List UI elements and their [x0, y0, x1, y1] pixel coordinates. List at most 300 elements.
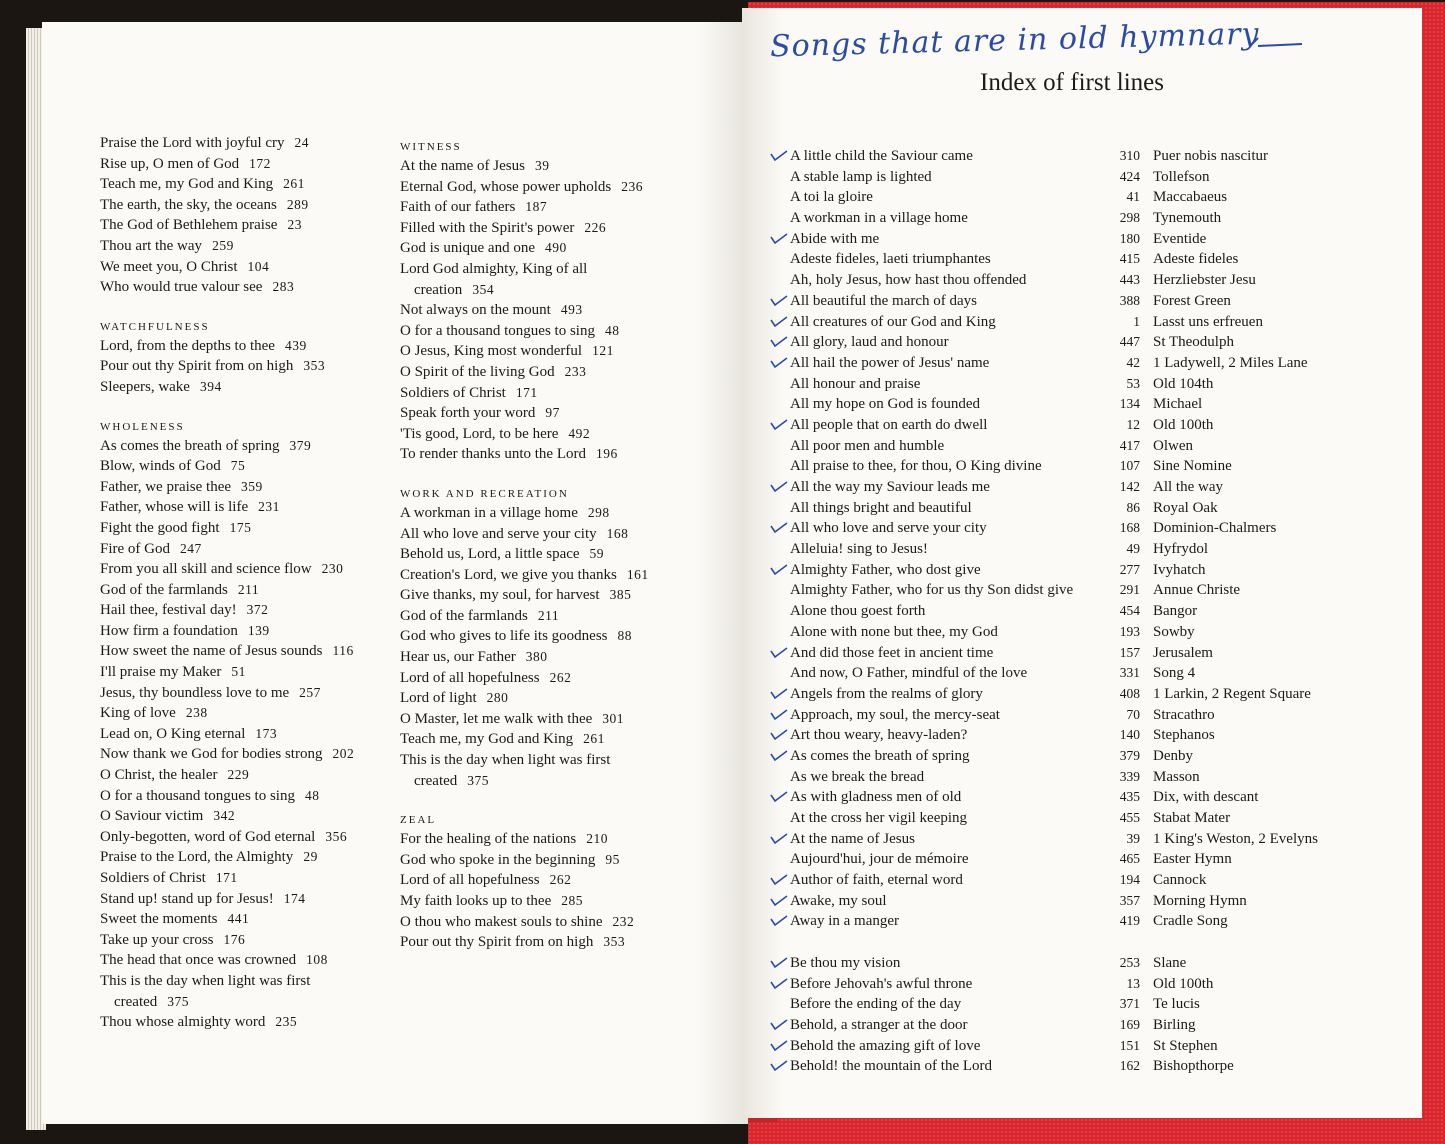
index-entry-first-line: Away in a manger — [790, 911, 1073, 932]
index-entry-first-line: All beautiful the march of days — [790, 291, 1073, 312]
hymn-title: Behold us, Lord, a little space — [400, 546, 580, 563]
hymn-title: This is the day when light was first — [100, 972, 311, 989]
hymn-entry — [100, 195, 354, 216]
hymn-title: Teach me, my God and King — [100, 176, 274, 193]
hymn-number: 283 — [272, 279, 295, 295]
index-entry-first-line: Angels from the realms of glory — [790, 684, 1073, 705]
index-entry-number: 39 — [1126, 830, 1140, 846]
hymn-number: 280 — [486, 690, 509, 706]
hymn-number: 356 — [325, 828, 348, 844]
index-entry-first-line: A toi la gloire — [790, 189, 873, 206]
hymn-entry — [100, 1012, 354, 1033]
index-entry-first-line: A workman in a village home — [790, 210, 968, 227]
hymn-number: 211 — [237, 581, 260, 597]
hymn-title: O Jesus, King most wonderful — [400, 343, 583, 360]
hymn-number: 171 — [215, 870, 238, 885]
hymn-number: 172 — [249, 155, 271, 171]
hymn-title: Fight the good fight — [100, 519, 220, 536]
hymn-entry-continuation — [400, 771, 649, 792]
hymn-title: Teach me, my God and King — [400, 731, 574, 748]
hymn-title: O for a thousand tongues to sing — [400, 322, 595, 339]
hymn-title: Rise up, O men of God — [100, 155, 240, 172]
index-entry-number: 310 — [1119, 148, 1140, 163]
hymn-entry — [100, 889, 354, 910]
handwritten-checkmark-icon — [770, 645, 788, 659]
index-entry-number: 140 — [1119, 727, 1140, 743]
index-entry-tune: Herzliebster Jesu — [1153, 272, 1256, 289]
index-entry-first-line: All people that on earth do dwell — [790, 415, 1073, 436]
hymn-entry — [400, 383, 649, 404]
hymn-entry — [400, 932, 649, 953]
hymn-number: 238 — [185, 705, 208, 721]
index-entry-number: 298 — [1119, 210, 1140, 226]
section-heading: ZEAL — [400, 814, 437, 827]
hymn-number: 354 — [472, 281, 495, 297]
hymn-entry — [100, 868, 354, 889]
hymn-entry — [400, 870, 649, 891]
index-entry-first-line: All my hope on God is founded — [790, 396, 980, 413]
index-entry-number: 253 — [1119, 954, 1140, 970]
hymn-entry — [400, 177, 649, 198]
hymn-number: 97 — [545, 405, 560, 421]
index-entry-tune: 1 Larkin, 2 Regent Square — [1153, 685, 1311, 702]
hymn-title: Fire of God — [100, 540, 170, 557]
index-entry-first-line: Behold the amazing gift of love — [790, 1036, 1073, 1057]
hymn-entry — [100, 683, 354, 704]
hymn-title: Sweet the moments — [100, 911, 218, 928]
hymn-title: To render thanks unto the Lord — [400, 446, 586, 463]
hymn-title: The God of Bethlehem praise — [100, 217, 278, 234]
section-heading: WORK AND RECREATION — [400, 487, 569, 500]
index-entry-number: 194 — [1119, 872, 1140, 888]
hymn-title: Sleepers, wake — [100, 378, 190, 395]
index-entry-tune: Maccabaeus — [1153, 189, 1228, 206]
index-entry-tune: Stephanos — [1153, 727, 1215, 744]
hymn-number: 285 — [561, 893, 583, 908]
hymn-title: My faith looks up to thee — [400, 893, 552, 909]
index-entry-number: 331 — [1119, 665, 1140, 681]
hymn-title: Lord, from the depths to thee — [100, 337, 275, 354]
hymn-number: 187 — [525, 199, 548, 215]
hymn-entry — [100, 600, 354, 621]
hymn-entry — [100, 724, 354, 745]
index-entry-number: 134 — [1119, 396, 1140, 412]
hymn-title: Faith of our fathers — [400, 199, 516, 216]
hymn-number: 394 — [199, 378, 222, 394]
index-entry-number: 86 — [1126, 499, 1140, 515]
hymn-entry — [400, 341, 649, 362]
hymn-title: A workman in a village home — [400, 504, 578, 521]
hymn-entry — [400, 444, 649, 465]
index-entry-first-line: Alleluia! sing to Jesus! — [790, 541, 928, 558]
index-entry-number: 169 — [1119, 1016, 1140, 1032]
index-entry-first-line: A stable lamp is lighted — [790, 168, 932, 185]
hymn-entry — [100, 703, 354, 724]
index-entry-tune: Royal Oak — [1153, 499, 1218, 516]
handwritten-checkmark-icon — [770, 1017, 788, 1031]
index-entry-number: 277 — [1119, 561, 1140, 577]
handwritten-checkmark-icon — [770, 231, 788, 245]
index-entry-first-line: All the way my Saviour leads me — [790, 477, 1073, 498]
hymn-number: 490 — [544, 240, 567, 256]
hymn-number: 95 — [605, 851, 620, 867]
index-entry-tune: St Theodulph — [1153, 334, 1234, 351]
handwritten-checkmark-icon — [770, 686, 788, 700]
index-entry-tune: Annue Christe — [1153, 582, 1241, 599]
hymn-entry — [400, 300, 649, 321]
index-entry-first-line: As with gladness men of old — [790, 787, 1073, 808]
hymn-number: 359 — [241, 478, 263, 494]
index-entry-first-line: All glory, laud and honour — [790, 332, 1073, 353]
section-heading: WHOLENESS — [100, 420, 185, 433]
hymn-entry — [100, 154, 354, 175]
hymn-entry — [100, 497, 354, 518]
hymn-title: Creation's Lord, we give you thanks — [400, 566, 617, 583]
hymn-entry — [400, 424, 649, 445]
index-entry-first-line: Almighty Father, who for us thy Son didst give — [790, 582, 1074, 599]
hymn-number: 104 — [247, 258, 270, 274]
index-entry-tune: Dix, with descant — [1153, 789, 1259, 806]
index-entry-tune: 1 Ladywell, 2 Miles Lane — [1153, 354, 1308, 371]
handwritten-checkmark-icon — [770, 148, 788, 162]
handwritten-checkmark-icon — [770, 893, 788, 907]
index-gap — [790, 932, 1073, 953]
index-entry-tune: Sowby — [1153, 623, 1195, 640]
handwritten-checkmark-icon — [770, 831, 788, 845]
index-title: Index of first lines — [980, 69, 1164, 96]
handwritten-checkmark-icon — [770, 913, 788, 927]
index-entry-first-line: Adeste fideles, laeti triumphantes — [790, 251, 991, 268]
hymn-entry — [400, 544, 649, 565]
index-entry-first-line: And did those feet in ancient time — [790, 643, 1073, 664]
hymn-entry — [100, 662, 354, 683]
hymn-title: 'Tis good, Lord, to be here — [400, 425, 559, 442]
index-entry-tune: Michael — [1153, 396, 1203, 413]
index-tune-names — [1153, 146, 1318, 1077]
index-entry-number: 13 — [1126, 975, 1140, 991]
hymn-title: Thou whose almighty word — [100, 1014, 266, 1031]
hymn-entry — [100, 641, 354, 662]
hymn-entry — [400, 829, 649, 850]
hymn-title: Hail thee, festival day! — [100, 602, 237, 619]
hymn-entry — [400, 709, 649, 730]
hymn-number: 342 — [213, 808, 236, 824]
index-entry-tune: Dominion-Chalmers — [1153, 520, 1277, 537]
hymn-entry — [400, 238, 649, 259]
hymn-title: Pour out thy Spirit from on high — [100, 358, 294, 375]
index-entry-first-line: As we break the bread — [790, 768, 925, 785]
hymn-title: O Saviour victim — [100, 808, 204, 825]
hymn-title: Take up your cross — [100, 931, 214, 948]
hymn-entry — [100, 806, 354, 827]
index-entry-first-line: All things bright and beautiful — [790, 499, 972, 516]
index-entry-tune: Puer nobis nascitur — [1153, 148, 1268, 164]
hymn-title: God who gives to life its goodness — [400, 628, 608, 645]
index-entry-tune: Cannock — [1153, 872, 1207, 889]
index-entry-first-line: Before the ending of the day — [790, 996, 962, 1013]
index-entry-tune: Olwen — [1153, 437, 1193, 454]
index-entry-number: 417 — [1119, 437, 1140, 453]
index-entry-tune: Hyfrydol — [1153, 541, 1208, 558]
hymn-entry — [400, 503, 649, 524]
index-entry-number: 447 — [1119, 334, 1140, 350]
index-entry-first-line: All poor men and humble — [790, 437, 945, 454]
handwritten-note: Songs that are in old hymnary — [769, 16, 1260, 65]
hymn-number: 261 — [283, 176, 305, 192]
hymn-title: Lord God almighty, King of all — [400, 260, 588, 277]
hymn-number: 379 — [289, 437, 312, 453]
hymn-entry — [400, 850, 649, 871]
index-entry-tune: Birling — [1153, 1016, 1196, 1033]
index-entry-number: 41 — [1126, 189, 1140, 205]
index-entry-number: 168 — [1119, 520, 1140, 536]
index-gap — [1153, 932, 1318, 953]
hymn-title: created — [114, 993, 158, 1010]
hymn-number: 121 — [592, 343, 614, 359]
index-entry-first-line: A little child the Saviour came — [790, 146, 1073, 167]
index-entry-number: 151 — [1119, 1037, 1140, 1053]
index-entry-tune: St Stephen — [1153, 1037, 1218, 1054]
hymn-entry — [400, 321, 649, 342]
index-entry-first-line: Author of faith, eternal word — [790, 870, 1073, 891]
hymn-title: O Spirit of the living God — [400, 363, 555, 380]
hymn-entry — [400, 259, 649, 280]
index-entry-first-line: Behold, a stranger at the door — [790, 1015, 1073, 1036]
hymn-number: 236 — [621, 178, 643, 194]
hymn-number: 289 — [286, 196, 309, 212]
hymn-title: O for a thousand tongues to sing — [100, 787, 295, 804]
hymn-title: The head that once was crowned — [100, 952, 297, 969]
hymn-title: Eternal God, whose power upholds — [400, 178, 612, 195]
hymn-number: 174 — [283, 890, 306, 906]
index-entry-first-line: Art thou weary, heavy-laden? — [790, 725, 1073, 746]
index-gap — [1100, 932, 1140, 953]
hymn-entry — [100, 174, 354, 195]
hymn-number: 210 — [586, 831, 608, 847]
hymn-entry — [400, 912, 649, 933]
hymn-number: 375 — [467, 772, 490, 788]
index-entry-number: 455 — [1119, 810, 1140, 825]
index-entry-number: 157 — [1119, 644, 1140, 660]
index-entry-first-line: Behold! the mountain of the Lord — [790, 1056, 1073, 1077]
hymn-title: O Master, let me walk with thee — [400, 710, 593, 727]
hymn-entry — [100, 621, 354, 642]
index-entry-number: 454 — [1119, 603, 1140, 619]
index-entry-tune: 1 King's Weston, 2 Evelyns — [1153, 830, 1318, 847]
index-entry-tune: Old 100th — [1153, 975, 1214, 992]
handwritten-checkmark-icon — [770, 520, 788, 534]
index-entry-first-line: Before Jehovah's awful throne — [790, 974, 1073, 995]
hymn-entry — [400, 218, 649, 239]
index-entry-tune: Denby — [1153, 747, 1193, 764]
hymn-number: 257 — [299, 684, 321, 700]
hymn-entry — [100, 436, 354, 457]
index-entry-tune: Lasst uns erfreuen — [1153, 313, 1263, 330]
index-entry-number: 53 — [1126, 375, 1140, 391]
hymn-title: From you all skill and science flow — [100, 561, 312, 578]
hymn-number: 353 — [603, 934, 626, 950]
index-entry-first-line: Alone thou goest forth — [790, 603, 926, 620]
hymn-entry — [100, 456, 354, 477]
hymn-entry — [100, 765, 354, 786]
hymn-number: 226 — [584, 219, 607, 235]
hymn-number: 24 — [294, 135, 310, 150]
index-hymn-numbers — [1100, 146, 1140, 1077]
hymn-entry — [400, 197, 649, 218]
hymn-title: How sweet the name of Jesus sounds — [100, 643, 323, 660]
hymn-entry — [100, 356, 354, 377]
index-entry-tune: Eventide — [1153, 230, 1207, 247]
index-entry-number: 291 — [1119, 582, 1140, 598]
hymn-entry — [400, 606, 649, 627]
hymn-entry — [400, 362, 649, 383]
hymn-entry — [400, 585, 649, 606]
hymn-number: 196 — [595, 446, 618, 462]
hymn-number: 353 — [303, 358, 326, 374]
hymn-entry — [100, 277, 354, 298]
hymn-entry — [100, 580, 354, 601]
hymn-number: 168 — [606, 525, 629, 541]
hymn-title: For the healing of the nations — [400, 831, 577, 848]
handwritten-checkmark-icon — [770, 872, 788, 886]
hymn-number: 48 — [604, 322, 620, 338]
hymn-title: Lord of all hopefulness — [400, 872, 540, 889]
hymn-title: King of love — [100, 705, 176, 722]
index-entry-number: 388 — [1119, 292, 1140, 308]
hymn-title: All who love and serve your city — [400, 525, 597, 542]
hymn-entry — [100, 133, 354, 154]
index-entry-number: 1 — [1133, 313, 1140, 329]
index-entry-tune: Adeste fideles — [1153, 251, 1239, 268]
handwritten-checkmark-icon — [770, 334, 788, 348]
index-entry-tune: Stracathro — [1153, 706, 1215, 723]
hymn-number: 262 — [549, 669, 572, 685]
index-entry-tune: Ivyhatch — [1153, 561, 1206, 578]
hymn-title: The earth, the sky, the oceans — [100, 196, 277, 213]
hymn-entry — [100, 477, 354, 498]
hymn-number: 232 — [612, 913, 635, 929]
hymn-title: Jesus, thy boundless love to me — [100, 684, 290, 701]
hymn-title: Lord of light — [400, 690, 477, 707]
index-entry-tune: Bangor — [1153, 603, 1198, 620]
hymn-entry — [400, 647, 649, 668]
hymn-entry — [100, 377, 354, 398]
hymn-number: 439 — [284, 337, 307, 353]
index-entry-number: 419 — [1119, 913, 1140, 929]
index-entry-first-line: All who love and serve your city — [790, 518, 1073, 539]
hymn-title: Only-begotten, word of God eternal — [100, 828, 316, 845]
hymn-title: Who would true valour see — [100, 279, 263, 296]
index-entry-first-line: Aujourd'hui, jour de mémoire — [790, 851, 969, 868]
hymn-title: creation — [414, 281, 463, 298]
hymn-entry — [400, 729, 649, 750]
index-entry-number: 70 — [1126, 706, 1140, 722]
hymn-title: O Christ, the healer — [100, 767, 218, 784]
hymn-number: 176 — [223, 931, 246, 947]
index-entry-first-line: All praise to thee, for thou, O King divine — [790, 458, 1042, 475]
hymn-title: I'll praise my Maker — [100, 664, 222, 681]
hymn-title: Now thank we God for bodies strong — [100, 746, 323, 763]
hymn-title: Father, whose will is life — [100, 499, 249, 516]
hymn-title: We meet you, O Christ — [100, 258, 238, 275]
index-entry-number: 443 — [1119, 272, 1140, 288]
hymn-entry — [100, 786, 354, 807]
index-entry-first-line: Ah, holy Jesus, how hast thou offended — [790, 272, 1027, 289]
hymn-title: At the name of Jesus — [400, 158, 525, 174]
hymn-entry — [400, 565, 649, 586]
hymn-entry — [400, 668, 649, 689]
index-entry-number: 465 — [1119, 851, 1140, 867]
hymn-number: 247 — [180, 540, 202, 556]
hymn-number: 139 — [247, 622, 270, 638]
hymn-entry — [100, 215, 354, 236]
handwritten-checkmark-icon — [770, 562, 788, 576]
hymn-entry — [400, 156, 649, 177]
index-entry-number: 435 — [1119, 789, 1140, 805]
handwritten-checkmark-icon — [770, 355, 788, 369]
hymn-title: Give thanks, my soul, for harvest — [400, 587, 600, 604]
index-entry-tune: Sine Nomine — [1153, 458, 1232, 475]
hymn-number: 175 — [229, 519, 252, 535]
hymn-number: 375 — [167, 993, 190, 1009]
index-entry-tune: Song 4 — [1153, 665, 1196, 682]
hymn-number: 29 — [303, 849, 318, 865]
index-entry-first-line: Be thou my vision — [790, 953, 1073, 974]
hymn-entry — [100, 930, 354, 951]
hymn-number: 51 — [231, 664, 246, 680]
index-entry-number: 371 — [1119, 996, 1140, 1012]
hymn-number: 171 — [515, 384, 538, 400]
index-entry-number: 180 — [1119, 230, 1140, 246]
hymn-entry — [100, 847, 354, 868]
hymn-title: Hear us, our Father — [400, 649, 516, 666]
hymn-number: 301 — [602, 710, 625, 726]
hymn-number: 233 — [564, 363, 587, 379]
index-entry-number: 379 — [1119, 747, 1140, 763]
hymn-title: As comes the breath of spring — [100, 437, 280, 454]
index-entry-number: 142 — [1119, 479, 1140, 494]
index-entry-number: 107 — [1119, 458, 1140, 474]
index-entry-tune: Bishopthorpe — [1153, 1058, 1234, 1075]
hymn-title: Filled with the Spirit's power — [400, 219, 575, 236]
hymn-title: Blow, winds of God — [100, 458, 221, 475]
hymn-entry — [100, 236, 354, 257]
hymn-title: Praise the Lord with joyful cry — [100, 135, 285, 151]
index-entry-first-line: Abide with me — [790, 229, 1073, 250]
hymn-title: God of the farmlands — [100, 581, 228, 598]
handwritten-checkmark-icon — [770, 976, 788, 990]
index-entry-number: 49 — [1126, 541, 1140, 557]
hymn-number: 235 — [275, 1014, 298, 1030]
handwritten-checkmark-icon — [770, 479, 788, 493]
hymn-title: This is the day when light was first — [400, 752, 611, 769]
hymn-number: 116 — [332, 643, 354, 659]
hymn-number: 492 — [568, 425, 591, 441]
index-entry-tune: Slane — [1153, 954, 1187, 971]
hymn-number: 88 — [617, 628, 632, 644]
hymn-entry — [400, 524, 649, 545]
hymn-entry — [100, 336, 354, 357]
hymn-title: Soldiers of Christ — [400, 384, 506, 401]
index-entry-first-line: At the cross her vigil keeping — [790, 810, 968, 826]
index-entry-number: 12 — [1126, 416, 1140, 432]
hymn-title: God who spoke in the beginning — [400, 851, 596, 868]
hymn-title: Lord of all hopefulness — [400, 669, 540, 686]
section-heading: WATCHFULNESS — [100, 320, 210, 333]
hymn-number: 493 — [560, 302, 583, 318]
hymn-title: Father, we praise thee — [100, 478, 232, 495]
section-heading: WITNESS — [400, 141, 462, 153]
